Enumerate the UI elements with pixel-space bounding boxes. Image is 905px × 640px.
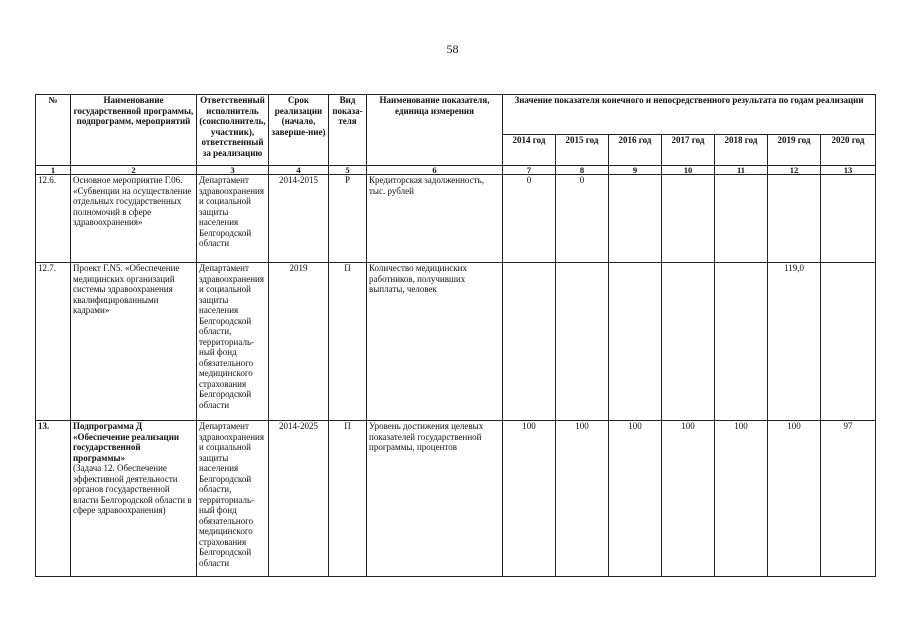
header-responsible: Ответственный исполнитель (соисполнитель, участник), ответственный за реализацию <box>197 95 269 166</box>
row-indicator: Уровень достижения целевых показателей государственной программы, процентов <box>367 421 503 577</box>
header-year: 2017 год <box>662 135 715 166</box>
row-name-rest: (Задача 12. Обеспечение эффективной деятельности органов государственной власти Белгородской области в сфере здравоохранения) <box>73 463 192 515</box>
column-number: 8 <box>556 166 609 175</box>
column-number: 9 <box>609 166 662 175</box>
page-number: 58 <box>446 42 459 56</box>
row-value <box>556 263 609 421</box>
row-value: 100 <box>662 421 715 577</box>
row-name: Проект Г.N5. «Обеспечение медицинских организаций системы здравоохранения квалифицированными кадрами» <box>71 263 197 421</box>
row-value <box>821 263 876 421</box>
column-number: 11 <box>715 166 768 175</box>
row-kind: Р <box>329 175 367 263</box>
column-number: 4 <box>269 166 329 175</box>
header-num: № <box>36 95 71 166</box>
row-term: 2014-2025 <box>269 421 329 577</box>
column-number: 10 <box>662 166 715 175</box>
row-value <box>662 263 715 421</box>
row-num: 12.7. <box>36 263 71 421</box>
row-name: Основное мероприятие Г.06. «Субвенции на осуществление отдельных государственных полномочий в сфере здравоохранения» <box>71 175 197 263</box>
column-number: 3 <box>197 166 269 175</box>
row-value <box>768 175 821 263</box>
header-kind: Вид показа-теля <box>329 95 367 166</box>
row-indicator: Количество медицинских работников, получивших выплаты, человек <box>367 263 503 421</box>
column-number: 12 <box>768 166 821 175</box>
column-number: 7 <box>503 166 556 175</box>
table-row <box>36 421 876 577</box>
header-indicator: Наименование показателя, единица измерения <box>367 95 503 166</box>
row-responsible: Департамент здравоохранения и социальной защиты населения Белгородской области <box>197 175 269 263</box>
row-name <box>71 421 197 577</box>
row-indicator: Кредиторская задолженность, тыс. рублей <box>367 175 503 263</box>
row-value <box>715 263 768 421</box>
header-year: 2019 год <box>768 135 821 166</box>
row-value <box>609 175 662 263</box>
row-term: 2014-2015 <box>269 175 329 263</box>
header-name: Наименование государственной программы, подпрограмм, мероприятий <box>71 95 197 166</box>
column-number: 13 <box>821 166 876 175</box>
row-kind: П <box>329 421 367 577</box>
row-value: 119,0 <box>768 263 821 421</box>
header-year: 2016 год <box>609 135 662 166</box>
row-num: 13. <box>36 421 71 577</box>
column-number: 6 <box>367 166 503 175</box>
column-number: 5 <box>329 166 367 175</box>
row-value: 100 <box>768 421 821 577</box>
indicators-table <box>35 94 876 577</box>
row-value: 100 <box>609 421 662 577</box>
column-numbers-row <box>36 166 876 175</box>
row-responsible: Департамент здравоохранения и социальной защиты населения Белгородской области, территориаль-ный фонд обязательного медицинского страхования Белгородской области <box>197 421 269 577</box>
row-value: 100 <box>715 421 768 577</box>
row-responsible: Департамент здравоохранения и социальной защиты населения Белгородской области, территориаль-ный фонд обязательного медицинского страхования Белгородской области <box>197 263 269 421</box>
header-term: Срок реализации (начало, заверше-ние) <box>269 95 329 166</box>
row-value: 100 <box>503 421 556 577</box>
row-value <box>715 175 768 263</box>
row-value: 100 <box>556 421 609 577</box>
header-values-group: Значение показателя конечного и непосредственного результата по годам реализации <box>503 95 876 135</box>
header-year: 2020 год <box>821 135 876 166</box>
header-year: 2014 год <box>503 135 556 166</box>
table-row <box>36 263 876 421</box>
row-value <box>609 263 662 421</box>
column-number: 2 <box>71 166 197 175</box>
row-value: 97 <box>821 421 876 577</box>
row-value <box>662 175 715 263</box>
row-value <box>503 263 556 421</box>
row-value <box>821 175 876 263</box>
header-year: 2018 год <box>715 135 768 166</box>
table-row <box>36 175 876 263</box>
header-year: 2015 год <box>556 135 609 166</box>
row-name-bold: Подпрограмма Д «Обеспечение реализации государственной программы» <box>73 421 180 463</box>
row-term: 2019 <box>269 263 329 421</box>
row-value: 0 <box>556 175 609 263</box>
row-kind: П <box>329 263 367 421</box>
column-number: 1 <box>36 166 71 175</box>
row-value: 0 <box>503 175 556 263</box>
row-num: 12.6. <box>36 175 71 263</box>
